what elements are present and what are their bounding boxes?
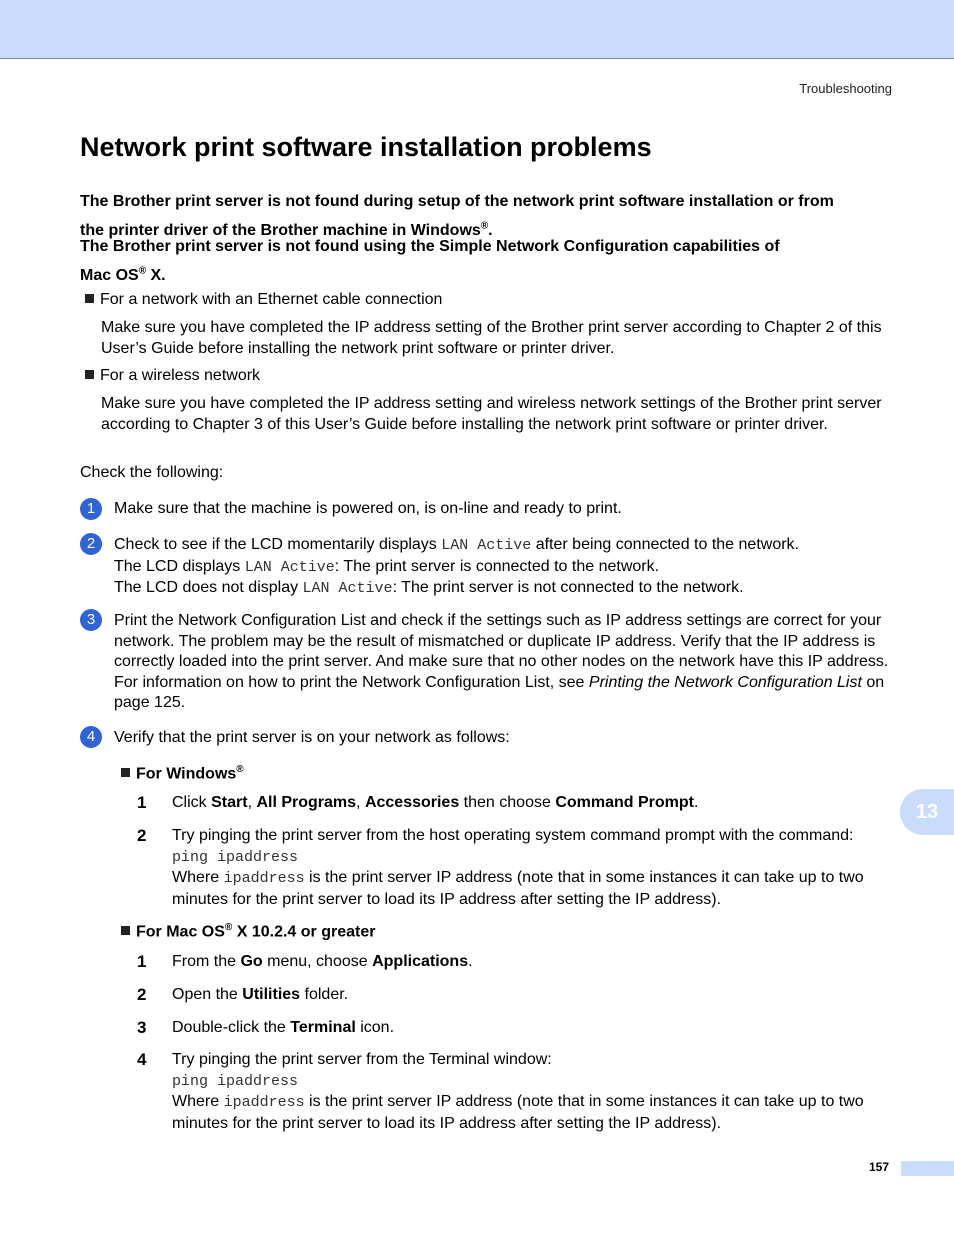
mac-step-4-number: 4 — [137, 1050, 147, 1069]
ws1-c2: , — [356, 794, 365, 811]
mac-heading-b: X 10.2.4 or greater — [232, 923, 376, 941]
registered-mark: ® — [224, 922, 233, 933]
ws1-accessories: Accessories — [364, 794, 460, 811]
ws2-where: Where — [172, 869, 224, 886]
subheading-line-2: the printer driver of the Brother machine in Windows — [80, 222, 481, 240]
mac-step-1-text — [172, 952, 473, 973]
ws1-c3: then choose — [459, 794, 556, 811]
top-banner — [0, 0, 954, 59]
step-2-line-3a: The LCD does not display — [114, 579, 303, 596]
mac-step-2-number: 2 — [137, 985, 147, 1004]
step-3-tail: on page 125. — [114, 673, 885, 711]
ms2-a: Open the — [172, 986, 243, 1003]
step-3-link-text: Printing the Network Configuration List — [588, 673, 862, 691]
windows-step-2-number: 2 — [137, 826, 147, 845]
ms3-terminal: Terminal — [290, 1019, 356, 1036]
chapter-tab: 13 — [900, 789, 954, 835]
ms2-b: folder. — [300, 986, 349, 1003]
windows-heading-text: For Windows — [136, 765, 237, 783]
step-2-text — [114, 535, 899, 600]
bullet-ethernet-label: For a network with an Ethernet cable connection — [100, 291, 443, 308]
step-3-body: Print the Network Configuration List and check if the settings such as IP address settings are correct for your network. The problem may be the result of mismatched or duplicate IP address. Verify that the IP address is correctly loaded into the print server. And make sure that no other nodes on the network have this IP address. For information on how to print the Network Configuration List, see — [114, 612, 889, 691]
step-2-icon: 2 — [80, 533, 102, 555]
lan-active-code: LAN Active — [244, 558, 335, 576]
registered-mark: ® — [138, 266, 147, 277]
step-2-line-3b: : The print server is not connected to the network. — [392, 579, 744, 596]
ms1-go: Go — [240, 953, 263, 970]
ping-code: ping ipaddress — [172, 848, 299, 866]
square-bullet-icon — [121, 768, 130, 777]
ms4-text: Try pinging the print server from the Terminal window: — [172, 1051, 552, 1068]
check-following: Check the following: — [80, 464, 224, 481]
bullet-ethernet — [85, 290, 442, 311]
ms1-a: From the — [172, 953, 241, 970]
windows-step-1-text — [172, 793, 897, 814]
registered-mark: ® — [236, 764, 244, 775]
subheading-1 — [80, 191, 900, 239]
page-title: Network print software installation problems — [80, 132, 652, 162]
section-header: Troubleshooting — [799, 81, 892, 96]
ms1-b: menu, choose — [262, 953, 373, 970]
mac-heading — [121, 918, 375, 943]
subheading-line-2-end: . — [488, 222, 493, 240]
step-2-line-1a: Check to see if the LCD momentarily displays — [114, 536, 442, 553]
ethernet-text: Make sure you have completed the IP address setting of the Brother print server according to Chapter 2 of this User’s Guide before installing the network print software or printer driver. — [101, 319, 882, 357]
step-4-text: Verify that the print server is on your network as follows: — [114, 729, 510, 746]
windows-step-1-number: 1 — [137, 793, 147, 812]
page-number: 157 — [869, 1160, 890, 1174]
bullet-wireless-label: For a wireless network — [100, 367, 261, 384]
square-bullet-icon — [85, 370, 94, 379]
ws1-a: Click — [172, 794, 212, 811]
step-1-text: Make sure that the machine is powered on, is on-line and ready to print. — [114, 500, 622, 517]
ms4-where: Where — [172, 1093, 224, 1110]
ws1-end: . — [693, 794, 699, 811]
registered-mark: ® — [480, 221, 489, 232]
step-2-line-1b: after being connected to the network. — [531, 536, 799, 553]
wireless-text: Make sure you have completed the IP address setting and wireless network settings of the Brother print server according to Chapter 3 of this User’s Guide before installing the network print software or printer driver. — [101, 395, 882, 433]
mac-step-3-text — [172, 1018, 394, 1039]
mac-heading-a: For Mac OS — [136, 923, 225, 941]
step-3-text — [114, 611, 899, 714]
ipaddress-code: ipaddress — [223, 1094, 305, 1111]
step-2-line-2a: The LCD displays — [114, 557, 245, 575]
ws2-text: Try pinging the print server from the host operating system command prompt with the command: — [172, 827, 854, 844]
ws2-rest: is the print server IP address (note that in some instances it can take up to two minutes for the print server to load its IP address after setting the IP address). — [172, 869, 864, 908]
step-3-icon: 3 — [80, 609, 102, 631]
ms1-applications: Applications — [372, 953, 469, 970]
subheading-2 — [80, 236, 900, 284]
bullet-wireless — [85, 366, 260, 387]
windows-heading — [121, 760, 244, 785]
subheading-line-4: Mac OS — [80, 267, 139, 285]
ws1-c1: , — [247, 794, 257, 811]
windows-step-2-text — [172, 826, 897, 910]
subheading-line-1: The Brother print server is not found during setup of the network print software installation or from — [80, 193, 834, 210]
ws1-start: Start — [211, 794, 248, 811]
ms1-end: . — [468, 953, 473, 970]
ws1-all-programs: All Programs — [256, 794, 357, 811]
lan-active-code: LAN Active — [441, 537, 532, 554]
ms3-a: Double-click the — [172, 1019, 291, 1036]
step-2-line-2b: : The print server is connected to the network. — [334, 557, 660, 575]
ws1-command-prompt: Command Prompt — [555, 794, 694, 811]
ms3-b: icon. — [355, 1019, 395, 1036]
subheading-line-4-end: X. — [146, 267, 166, 285]
square-bullet-icon — [85, 294, 94, 303]
square-bullet-icon — [121, 926, 130, 935]
mac-step-2-text — [172, 985, 348, 1006]
ms4-rest: is the print server IP address (note that in some instances it can take up to two minutes for the print server to load its IP address after setting the IP address). — [172, 1093, 864, 1132]
step-1-icon: 1 — [80, 498, 102, 520]
mac-step-1-number: 1 — [137, 952, 147, 971]
mac-step-3-number: 3 — [137, 1018, 147, 1037]
ms2-utilities: Utilities — [242, 986, 301, 1003]
ping-code: ping ipaddress — [172, 1072, 299, 1090]
lan-active-code: LAN Active — [302, 580, 393, 597]
mac-step-4-text — [172, 1050, 897, 1134]
footer-bar — [901, 1161, 954, 1176]
subheading-line-3: The Brother print server is not found using the Simple Network Configuration capabilities of — [80, 238, 780, 255]
ipaddress-code: ipaddress — [223, 870, 305, 887]
step-4-icon: 4 — [80, 726, 102, 748]
